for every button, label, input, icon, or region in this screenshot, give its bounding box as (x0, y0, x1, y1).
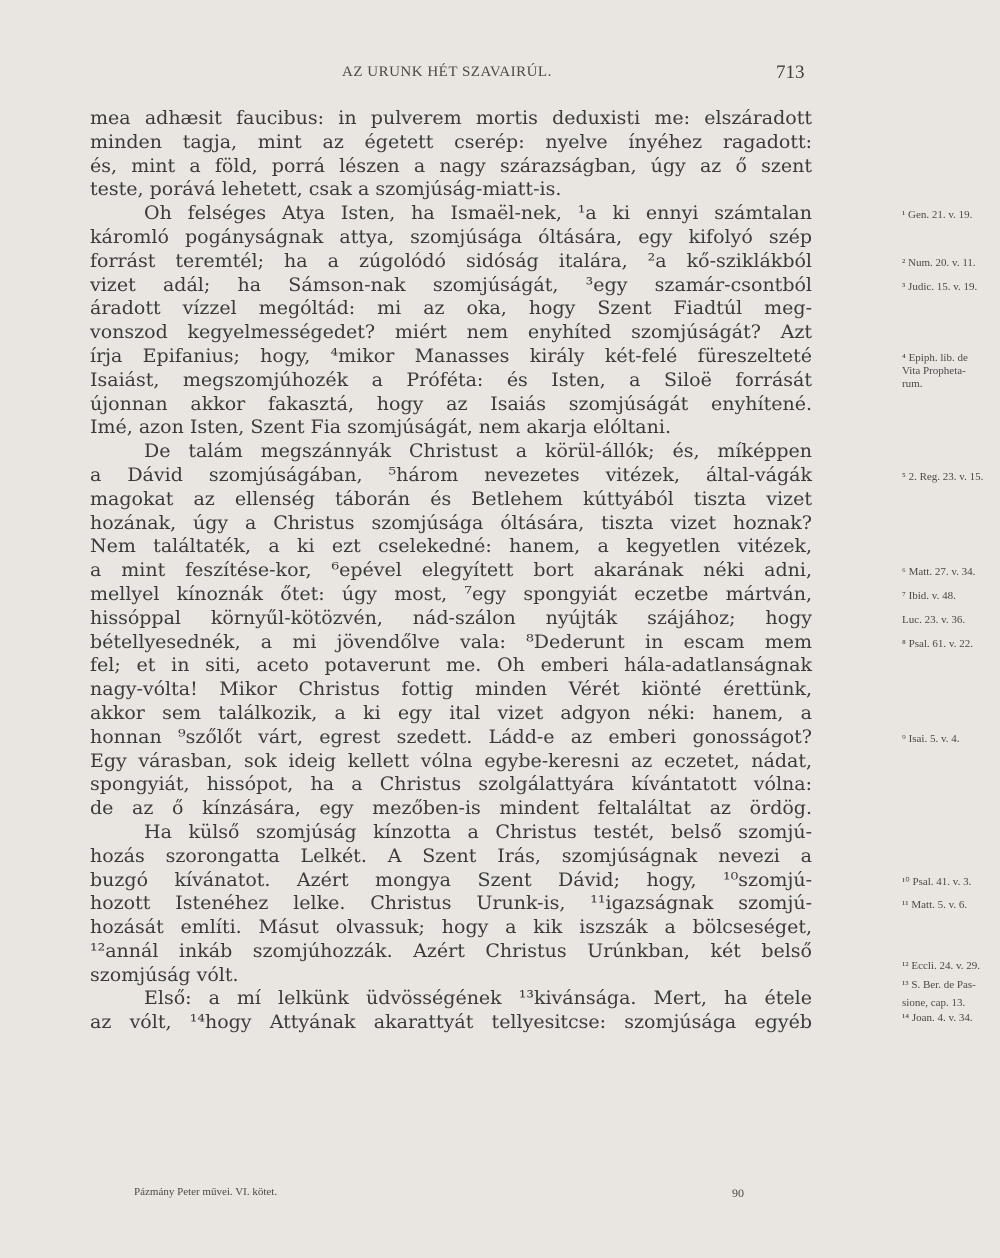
text-line: Egy várasban, sok ideig kellett vólna egybe-keresni az eczetet, nádat, (90, 749, 812, 772)
text-line: hissóppal környűl-kötözvén, nád-szálon nyújták szájához; hogy (90, 606, 812, 629)
body-text (90, 107, 984, 1035)
margin-note: ¹² Eccli. 24. v. 29. (902, 960, 980, 973)
margin-note: ² Num. 20. v. 11. (902, 256, 976, 269)
text-line: minden tagja, mint az égetett cserép: nyelve ínyéhez ragadott: (90, 130, 812, 153)
text-line: honnan ⁹szőlőt várt, egrest szedett. Ládd-e az emberi gonosságot? (90, 725, 812, 748)
text-line: akkor sem találkozik, a ki egy ital vizet adgyon néki: hanem, a (90, 701, 812, 724)
text-line: áradott vízzel mególtád: mi az oka, hogy Szent Fiadtúl meg- (90, 297, 812, 320)
text-line: hozás szorongatta Lelkét. A Szent Irás, szomjúságnak nevezi a (90, 844, 812, 867)
margin-note: Vita Propheta- (902, 365, 966, 378)
text-line: fel; et in siti, aceto potaverunt me. Oh emberi hála-adatlanságnak (90, 654, 812, 677)
text-line: buzgó kívánatot. Azért mongya Szent Dávid; hogy, ¹⁰szomjú- (90, 868, 812, 891)
text-line: Imé, azon Isten, Szent Fia szomjúságát, nem akarja elóltani. (90, 416, 671, 439)
margin-note: rum. (902, 378, 923, 391)
text-line: ¹²annál inkáb szomjúhozzák. Azért Christus Urúnkban, két belső (90, 939, 812, 962)
text-line: Isaiást, megszomjúhozék a Próféta: és Isten, a Siloë forrását (90, 368, 812, 391)
text-line: Nem találtaték, a ki ezt cselekedné: hanem, a kegyetlen vitézek, (90, 535, 812, 558)
margin-note: Luc. 23. v. 36. (902, 613, 966, 626)
margin-note: ⁶ Matt. 27. v. 34. (902, 566, 976, 579)
margin-note: ¹¹ Matt. 5. v. 6. (902, 899, 968, 912)
text-line: írja Epifanius; hogy, ⁴mikor Manasses király két-felé füreszelteté (90, 344, 812, 367)
sheet-number: 90 (732, 1186, 744, 1200)
text-line: és, mint a föld, porrá lészen a nagy szárazságban, úgy az ő szent (90, 154, 812, 177)
margin-note: ⁴ Epiph. lib. de (902, 352, 968, 364)
text-line: káromló pogányságnak attya, szomjúsága óltására, egy kifolyó szép (90, 225, 812, 248)
margin-note: ⁷ Ibid. v. 48. (902, 590, 956, 602)
text-line: nagy-vólta! Mikor Christus fottig minden Vérét kiönté érettünk, (90, 678, 812, 701)
text-line: vonszod kegyelmességedet? miért nem enyhíted szomjúságát? Azt (90, 321, 812, 344)
margin-note: ⁸ Psal. 61. v. 22. (902, 637, 973, 650)
page-header (0, 64, 1000, 86)
margin-note: sione, cap. 13. (902, 996, 966, 1009)
page-number: 713 (776, 62, 805, 83)
running-head: AZ URUNK HÉT SZAVAIRÚL. (342, 64, 552, 80)
text-line: magokat az ellenség táborán és Betlehem kúttyából tiszta vizet (90, 487, 812, 510)
margin-note: ⁵ 2. Reg. 23. v. 15. (902, 471, 984, 483)
margin-note: ¹³ S. Ber. de Pas- (902, 979, 976, 992)
text-line: bétellyesednék, a mi jövendőlve vala: ⁸Dederunt in escam mem (90, 630, 812, 653)
text-line: de az ő kínzására, egy mezőben-is mindent feltaláltat az ördög. (90, 797, 812, 820)
text-line: hozását említi. Másut olvassuk; hogy a kik iszszák a bölcseséget, (90, 916, 812, 939)
margin-note: ⁹ Isai. 5. v. 4. (902, 732, 960, 745)
text-line: hozott Istenéhez lelke. Christus Urunk-is, ¹¹igazságnak szomjú- (90, 892, 812, 915)
text-line: Oh felséges Atya Isten, ha Ismaël-nek, ¹a ki ennyi számtalan (144, 202, 812, 225)
text-line: Ha külső szomjúság kínzotta a Christus testét, belső szomjú- (144, 820, 812, 843)
text-line: szomjúság vólt. (90, 963, 239, 986)
text-line: spongyiát, hissópot, ha a Christus szolgálattyára kívántatott vólna: (90, 773, 812, 796)
text-line: újonnan akkor fakasztá, hogy az Isaiás szomjúságát enyhítené. (90, 392, 812, 415)
margin-note: ³ Judic. 15. v. 19. (902, 280, 978, 293)
text-line: teste, porává lehetett, csak a szomjúság-miatt-is. (90, 178, 562, 201)
text-line: vizet adál; ha Sámson-nak szomjúságát, ³egy szamár-csontból (90, 273, 812, 296)
text-line: mea adhæsit faucibus: in pulverem mortis deduxisti me: elszáradott (90, 107, 812, 129)
text-line: mellyel kínoznák őtet: úgy most, ⁷egy spongyiát eczetbe mártván, (90, 582, 812, 605)
margin-note: ¹⁴ Joan. 4. v. 34. (902, 1012, 973, 1025)
text-line: a Dávid szomjúságában, ⁵három nevezetes vitézek, által-vágák (90, 463, 812, 486)
text-line: forrást teremtél; ha a zúgolódó sidóság italára, ²a kő-sziklákból (90, 249, 812, 272)
margin-note: ¹ Gen. 21. v. 19. (902, 209, 973, 222)
text-line: De talám megszánnyák Christust a körül-állók; és, míképpen (144, 440, 812, 463)
text-line: az vólt, ¹⁴hogy Attyának akarattyát tellyesitcse: szomjúsága egyéb (90, 1011, 812, 1034)
text-line: hozának, úgy a Christus szomjúsága óltására, tiszta vizet hoznak? (90, 511, 812, 534)
text-line: a mint feszítése-kor, ⁶epével elegyített bort akarának néki adni, (90, 559, 812, 582)
margin-note: ¹⁰ Psal. 41. v. 3. (902, 875, 972, 888)
footer-signature: Pázmány Peter művei. VI. kötet. (134, 1186, 278, 1198)
text-line: Első: a mí lelkünk üdvösségének ¹³kivánsága. Mert, ha étele (144, 987, 812, 1010)
